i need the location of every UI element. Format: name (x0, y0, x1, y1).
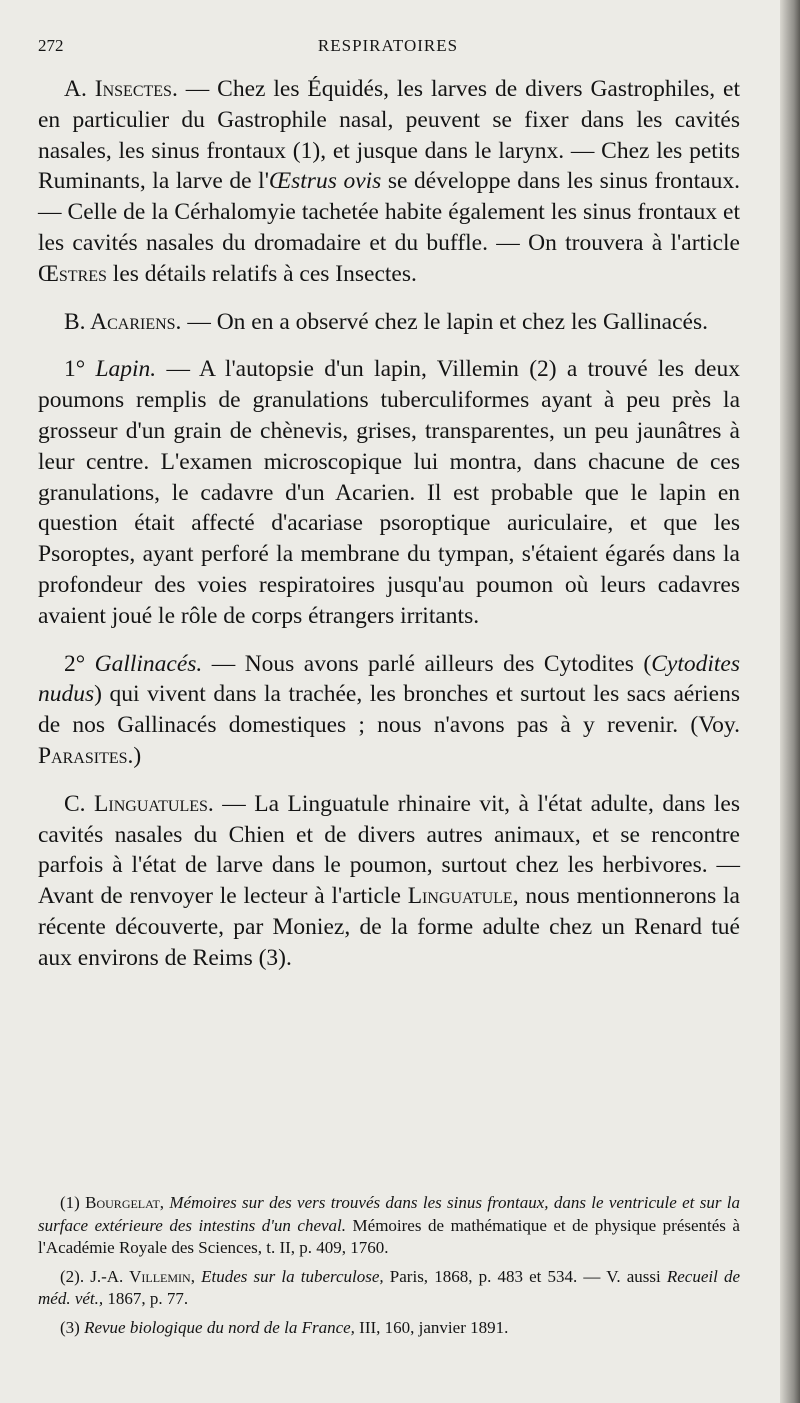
gallinaces-text-1: — Nous avons parlé ailleurs des Cytodites ( (202, 650, 652, 677)
footnote-2-marker: (2). (60, 1266, 91, 1286)
subsection-title-gallinaces: Gallinacés. (94, 650, 203, 677)
gallinaces-number: 2° (64, 650, 95, 677)
footnote-2-title: Etudes sur la tuberculose, (194, 1266, 384, 1286)
species-cytodites-nudus: Cytodites nudus (38, 650, 740, 708)
footnote-3-text: III, 160, janvier 1891. (354, 1317, 509, 1337)
page-edge-shadow (780, 0, 800, 1403)
footnote-2 (38, 1266, 740, 1311)
paragraph-lapin (38, 354, 740, 631)
footnote-3 (38, 1317, 740, 1340)
insectes-text-3: les détails relatifs à ces Insectes. (106, 260, 417, 287)
paragraph-linguatules (38, 789, 740, 974)
body-text (38, 74, 740, 974)
section-heading-acariens: B. Acariens. (64, 308, 182, 335)
cross-reference-linguatule: Linguatule (407, 883, 513, 910)
footnote-2-author: J.-A. Villemin, (90, 1266, 195, 1286)
footnote-1-marker: (1) (60, 1193, 86, 1212)
running-head: RESPIRATOIRES (317, 36, 459, 55)
species-oestrus-ovis: Œstrus ovis (268, 168, 382, 195)
linguatules-text-1: — La Linguatule rhinaire vit, à l'état adulte, dans les cavités nasales du Chien et de divers autres animaux, et se rencontre parfois à l'état de larve dans le poumon, surtout chez les herbivores. — Avant de renvoyer le lecteur à l'article (38, 790, 740, 910)
paragraph-acariens (38, 307, 740, 338)
paragraph-gallinaces (38, 649, 740, 772)
gallinaces-text-3: .) (127, 742, 142, 769)
cross-reference-parasites: Parasites (38, 742, 128, 769)
lapin-text: — A l'autopsie d'un lapin, Villemin (2) a trouvé les deux poumons remplis de granulations tuberculiformes ayant à peu près la grosseur d'un grain de chènevis, grises, transparentes, un peu jaunâtres à leur centre. L'examen microscopique lui montra, dans chacune de ces granulations, le cadavre d'un Acarien. Il est probable que le lapin en question était affecté d'acariase psoroptique auriculaire, et que les Psoroptes, ayant perforé la membrane du tympan, s'étaient égarés dans la profondeur des voies respiratoires jusqu'au poumon où leurs cadavres avaient joué le rôle de corps étrangers irritants. (38, 356, 740, 629)
lapin-number: 1° (64, 356, 96, 383)
footnote-1-title: Mémoires sur des vers trouvés dans les sinus frontaux, dans le ventricule et sur la surface extérieure des intestins d'un cheval. (38, 1193, 740, 1235)
gallinaces-text-2: ) qui vivent dans la trachée, les bronches et surtout les sacs aériens de nos Gallinacés domestiques ; nous n'avons pas à y revenir. (Voy. (38, 681, 740, 739)
footnote-3-title: Revue biologique du nord de la France, (84, 1317, 355, 1337)
section-heading-insectes: A. Insectes. (64, 76, 178, 102)
footnote-2-text-2: 1867, p. 77. (103, 1289, 189, 1308)
footnote-1 (38, 1192, 740, 1260)
footnote-1-author: Bourgelat, (85, 1193, 165, 1212)
insectes-text-1: — Chez les Équidés, les larves de divers Gastrophiles, et en particulier du Gastrophile nasal, peuvent se fixer dans les cavités nasales, les sinus frontaux (1), et jusque dans le larynx. — Chez les petits Ruminants, la larve de l' (38, 76, 741, 195)
footnotes (38, 1192, 740, 1339)
footnote-2-title-2: Recueil de méd. vét., (38, 1266, 741, 1308)
subsection-title-lapin: Lapin. (95, 356, 157, 383)
page-number: 272 (38, 36, 64, 55)
acariens-text: — On en a observé chez le lapin et chez les Gallinacés. (181, 308, 708, 335)
cross-reference-oestres: Œstres (38, 260, 107, 287)
footnote-2-text-1: Paris, 1868, p. 483 et 534. — V. aussi (383, 1266, 667, 1286)
footnote-1-text: Mémoires de mathématique et de physique présentés à l'Académie Royale des Sciences, t. II, p. 409, 1760. (38, 1215, 740, 1257)
linguatules-text-2: , nous mentionnerons la récente découverte, par Moniez, de la forme adulte chez un Renard tué aux environs de Reims (3). (38, 883, 740, 971)
page-header (38, 30, 738, 64)
section-heading-linguatules: C. Linguatules. (64, 790, 214, 817)
paragraph-insectes (38, 74, 740, 290)
footnote-3-marker: (3) (60, 1317, 85, 1337)
insectes-text-2: se développe dans les sinus frontaux. — Celle de la Cérhalomyie tachetée habite également les sinus frontaux et les cavités nasales du dromadaire et du buffle. — On trouvera à l'article (38, 168, 740, 256)
